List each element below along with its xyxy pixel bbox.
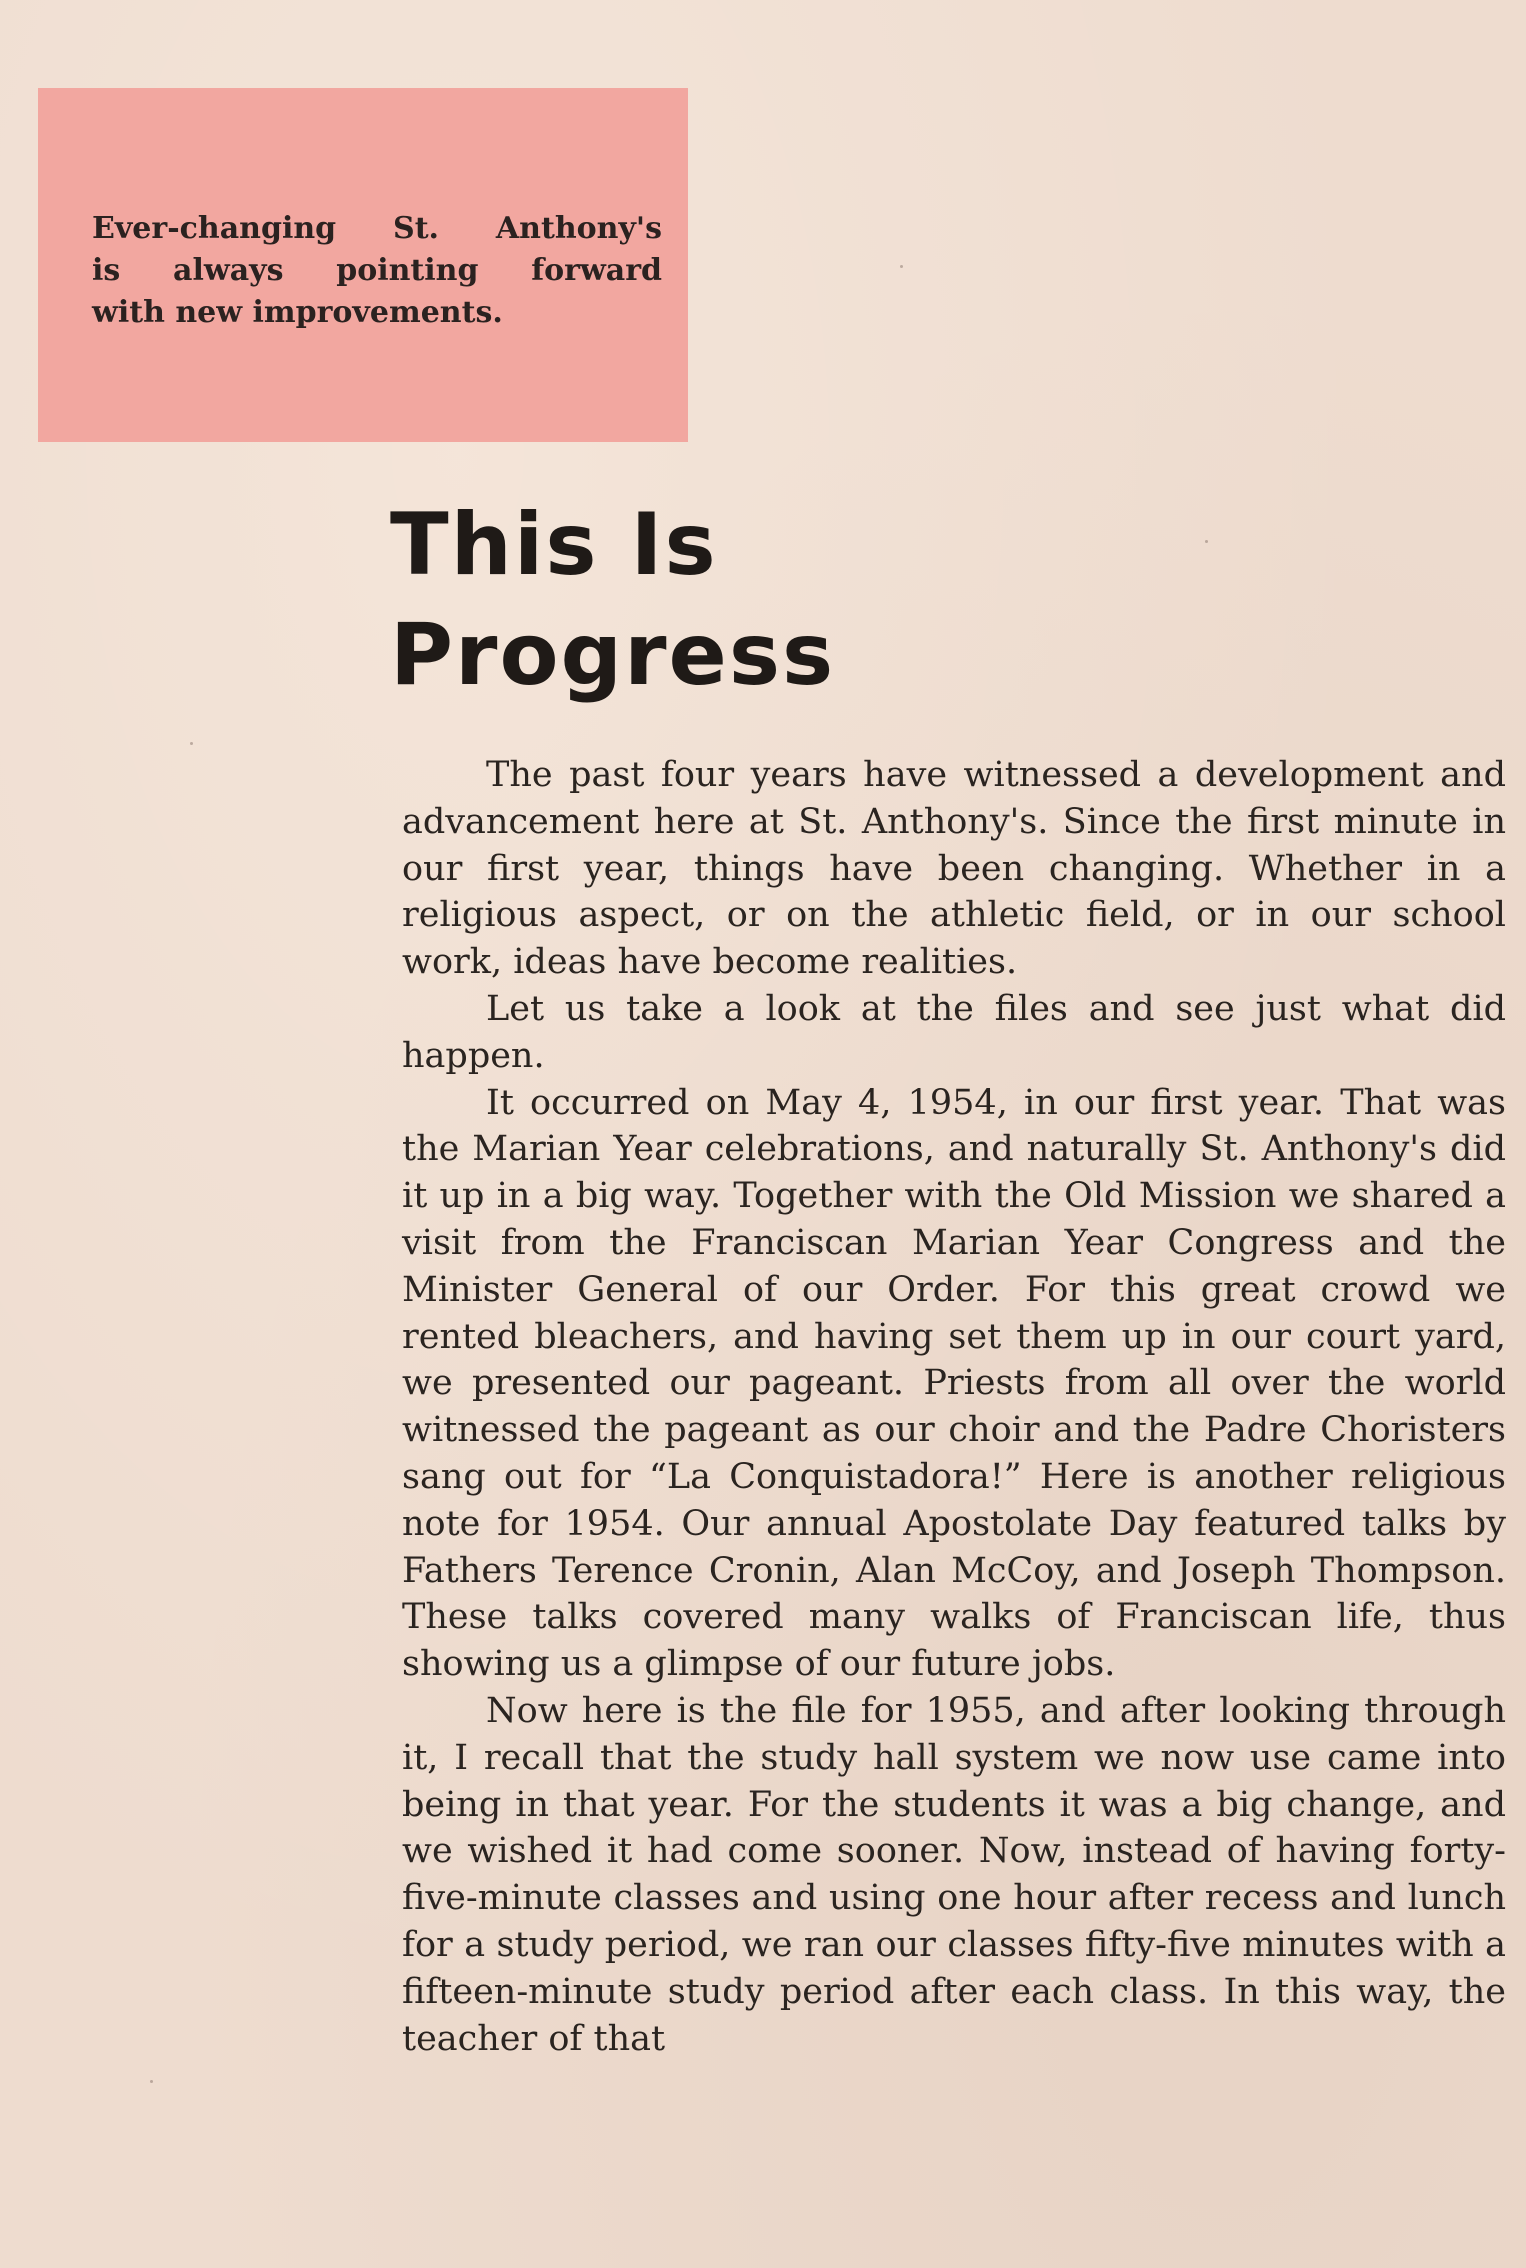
paragraph: Let us take a look at the files and see just what did happen. — [402, 988, 1506, 1076]
caption-line: Ever-changing St. Anthony's — [92, 211, 662, 246]
paragraph: Now here is the file for 1955, and after looking through it, I recall that the study hall system we now use came into being in that year. For the students it was a big change, and we wished it had come sooner. Now, instead of having forty-five-minute classes and using one hour after recess and lunch for a study period, we ran our classes fifty-five minutes with a fifteen-minute study period after each class. In this way, the teacher of that — [402, 1690, 1506, 2059]
paper-speck — [900, 265, 903, 268]
paper-speck — [150, 2080, 153, 2083]
paragraph: It occurred on May 4, 1954, in our first year. That was the Marian Year celebrations, and naturally St. Anthony's did it up in a big way. Together with the Old Mission we shared a visit from the Franciscan Marian Year Congress and the Minister General of our Order. For this great crowd we rented bleachers, and having set them up in our court yard, we presented our pageant. Priests from all over the world witnessed the pageant as our choir and the Padre Choristers sang out for “La Conquistadora!” Here is another religious note for 1954. Our annual Apostolate Day featured talks by Fathers Terence Cronin, Alan McCoy, and Joseph Thompson. These talks covered many walks of Franciscan life, thus showing us a glimpse of our future jobs. — [402, 1082, 1506, 1685]
paper-speck — [1205, 540, 1208, 543]
caption-text — [92, 208, 662, 334]
paragraph: The past four years have witnessed a development and advancement here at St. Anthony's. Since the first minute in our first year, things have been changing. Whether in a religious aspect, or on the athletic field, or in our school work, ideas have become realities. — [402, 755, 1506, 983]
caption-line: with new improvements. — [92, 295, 503, 330]
article-body — [402, 752, 1506, 2062]
caption-line: is always pointing forward — [92, 253, 662, 288]
paper-speck — [190, 742, 193, 745]
page-title: This Is Progress — [390, 495, 836, 705]
caption-box — [38, 88, 688, 442]
